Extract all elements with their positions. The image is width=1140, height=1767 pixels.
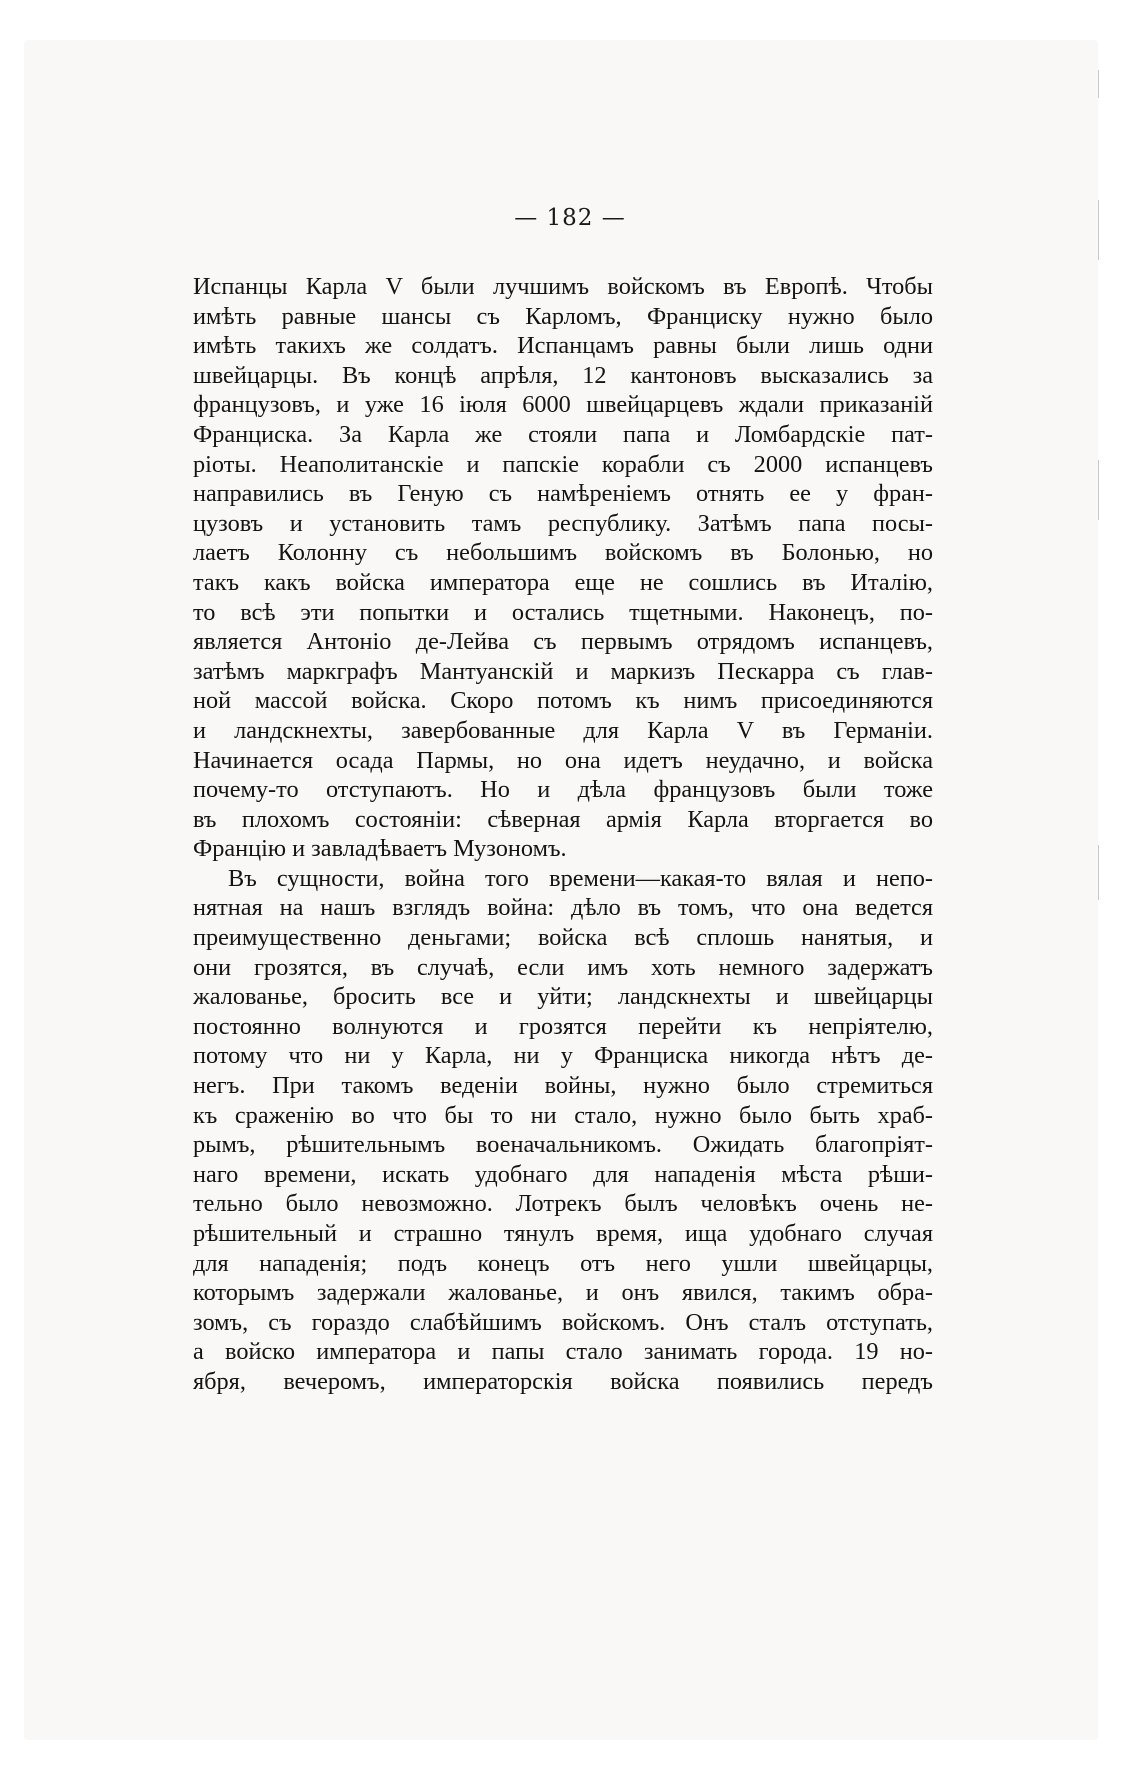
text-line: нятная на нашъ взглядъ война: дѣло въ томъ, что она ведется [193, 894, 933, 922]
scan-edge-mark [1098, 70, 1099, 98]
body-text [193, 272, 933, 1397]
text-line: является Антоніо де-Лейва съ первымъ отрядомъ испанцевъ, [193, 628, 933, 656]
text-line: жалованье, бросить все и уйти; ландскнехты и швейцарцы [193, 983, 933, 1011]
text-line: направились въ Геную съ намѣреніемъ отнять ее у фран- [193, 480, 933, 508]
text-line: а войско императора и папы стало занимать города. 19 но- [193, 1338, 933, 1366]
text-line: швейцарцы. Въ концѣ апрѣля, 12 кантоновъ высказались за [193, 361, 933, 389]
text-line: которымъ задержали жалованье, и онъ явился, такимъ обра- [193, 1279, 933, 1307]
text-line: Франциска. За Карла же стояли папа и Ломбардскіе пат- [193, 420, 933, 448]
scan-edge-mark [1098, 845, 1099, 900]
text-line: наго времени, искать удобнаго для нападенія мѣста рѣши- [193, 1160, 933, 1188]
text-line: тельно было невозможно. Лотрекъ былъ человѣкъ очень не- [193, 1190, 933, 1218]
scan-edge-mark [1098, 460, 1099, 520]
text-line: къ сраженію во что бы то ни стало, нужно было быть храб- [193, 1101, 933, 1129]
text-line: Въ сущности, война того времени—какая-то вялая и непо- [228, 864, 933, 892]
text-line: лаетъ Колонну съ небольшимъ войскомъ въ Болонью, но [193, 539, 933, 567]
text-line: почему-то отступаютъ. Но и дѣла французовъ были тоже [193, 776, 933, 804]
paragraph-2 [193, 864, 933, 1397]
text-line: негъ. При такомъ веденіи войны, нужно было стремиться [193, 1072, 933, 1100]
text-line: Начинается осада Пармы, но она идетъ неудачно, и войска [193, 746, 933, 774]
text-line: имѣть такихъ же солдатъ. Испанцамъ равны были лишь одни [193, 332, 933, 360]
text-line: они грозятся, въ случаѣ, если имъ хоть немного задержатъ [193, 953, 933, 981]
text-line: имѣть равные шансы съ Карломъ, Франциску нужно было [193, 302, 933, 330]
text-line: преимущественно деньгами; войска всѣ сплошь нанятыя, и [193, 924, 933, 952]
text-line: ной массой войска. Скоро потомъ къ нимъ присоединяются [193, 687, 933, 715]
text-line: рѣшительный и страшно тянулъ время, ища удобнаго случая [193, 1220, 933, 1247]
text-line: потому что ни у Карла, ни у Франциска никогда нѣтъ де- [193, 1042, 933, 1070]
paragraph-1 [193, 272, 933, 864]
text-line: цузовъ и установить тамъ республику. Затѣмъ папа посы- [193, 509, 933, 537]
text-line: и ландскнехты, завербованные для Карла V въ Германіи. [193, 716, 933, 744]
text-line: затѣмъ маркграфъ Мантуанскій и маркизъ Пескарра съ глав- [193, 657, 933, 685]
page-number: — 182 — [514, 205, 626, 231]
text-line: постоянно волнуются и грозятся перейти къ непріятелю, [193, 1012, 933, 1040]
text-line: рымъ, рѣшительнымъ военачальникомъ. Ожидать благопріят- [193, 1131, 933, 1159]
text-line: для нападенія; подъ конецъ отъ него ушли швейцарцы, [193, 1249, 933, 1277]
text-line: такъ какъ войска императора еще не сошлись въ Италію, [193, 568, 933, 596]
text-line: Францію и завладѣваетъ Музономъ. [193, 835, 567, 863]
text-line: ріоты. Неаполитанскіе и папскіе корабли съ 2000 испанцевъ [193, 450, 933, 478]
text-line: Испанцы Карла V были лучшимъ войскомъ въ Европѣ. Чтобы [193, 273, 933, 300]
text-line: ября, вечеромъ, императорскія войска появились передъ [193, 1367, 933, 1395]
text-line: въ плохомъ состояніи: сѣверная армія Карла вторгается во [193, 805, 933, 833]
text-line: французовъ, и уже 16 іюля 6000 швейцарцевъ ждали приказаній [193, 391, 933, 419]
text-line: зомъ, съ гораздо слабѣйшимъ войскомъ. Онъ сталъ отступать, [193, 1308, 933, 1336]
text-line: то всѣ эти попытки и остались тщетными. Наконецъ, по- [193, 598, 933, 626]
